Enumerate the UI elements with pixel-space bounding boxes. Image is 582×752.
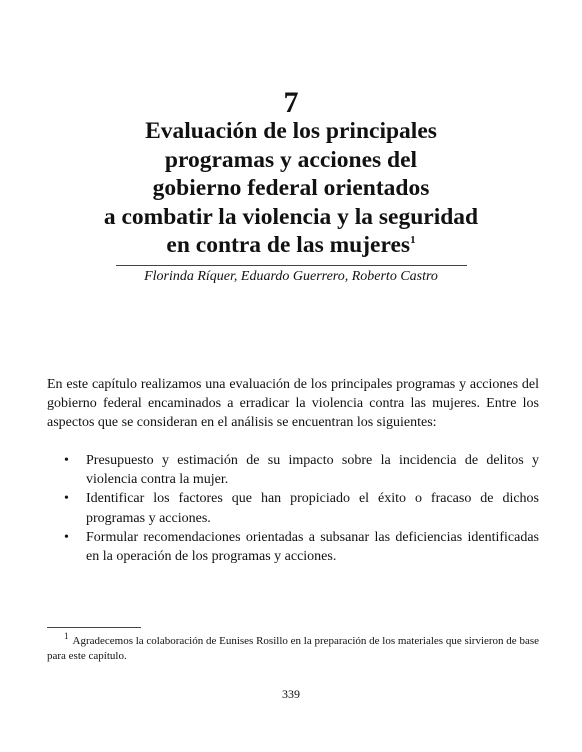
title-footnote-mark[interactable]: 1 [410, 234, 416, 247]
aspects-list [47, 451, 539, 566]
chapter-title-line-last [40, 231, 542, 260]
footnote-mark: 1 [64, 631, 69, 642]
chapter-title [40, 117, 542, 260]
chapter-title-line: a combatir la violencia y la seguridad [103, 203, 479, 230]
footnote-divider [47, 627, 141, 628]
bullet-icon: • [64, 529, 69, 545]
chapter-title-line: Evaluación de los principales [145, 118, 437, 144]
footnote [47, 631, 539, 664]
list-item [47, 528, 539, 566]
page-number: 339 [282, 687, 300, 701]
footnote-text: Agradecemos la colaboración de Eunises Rosillo en la preparación de los materiales que sirvieron de base para este capítulo. [47, 635, 539, 662]
chapter-title-line: programas y acciones del [164, 146, 418, 173]
list-item [47, 489, 539, 527]
bullet-icon: • [64, 491, 69, 507]
list-item [47, 451, 539, 489]
title-divider [116, 265, 467, 266]
list-item-text: Formular recomendaciones orientadas a subsanar las deficiencias identificadas en la operación de los programas y acciones. [86, 529, 539, 565]
bullet-icon: • [64, 453, 69, 468]
intro-paragraph: En este capítulo realizamos una evaluación de los principales programas y acciones del gobierno federal encaminados a erradicar la violencia contra las mujeres. Entre los aspectos que se consideran en el análisis se encuentran los siguientes: [47, 377, 539, 431]
chapter-title-line: gobierno federal orientados [152, 175, 430, 201]
chapter-number: 7 [283, 86, 299, 119]
chapter-authors: Florinda Ríquer, Eduardo Guerrero, Roberto Castro [144, 269, 438, 284]
list-item-text: Presupuesto y estimación de su impacto sobre la incidencia de delitos y violencia contra la mujer. [86, 453, 539, 488]
list-item-text: Identificar los factores que han propiciado el éxito o fracaso de dichos programas y acciones. [86, 491, 539, 526]
chapter-title-line-text: en contra de las mujeres [166, 232, 411, 258]
